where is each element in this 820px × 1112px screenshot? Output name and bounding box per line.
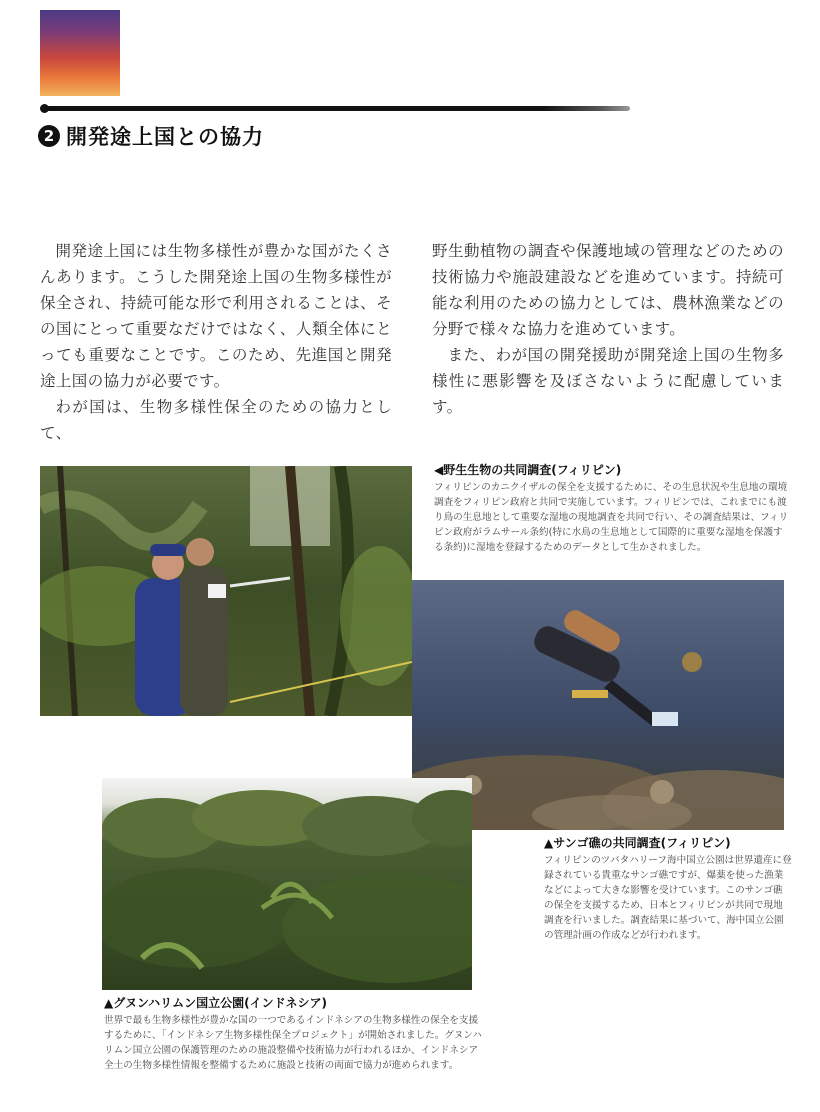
paragraph: 開発途上国には生物多様性が豊かな国がたくさんあります。こうした開発途上国の生物多様性が保全され、持続可能な形で利用されることは、その国にとって重要なだけではなく、人類全体にとっても重要なことです。このため、先進国と開発途上国の協力が必要です。 (40, 242, 392, 390)
heading-rule (46, 106, 630, 111)
caption-text: 世界で最も生物多様性が豊かな国の一つであるインドネシアの生物多様性の保全を支援するために、「インドネシア生物多様性保全プロジェクト」が開始されました。グヌンハリムン国立公園の保護管理のための施設整備や技術協力が行われるほか、インドネシア全土の生物多様性情報を整備するために施設と技術の両面で協力が進められます。 (104, 1015, 482, 1071)
color-gradient-swatch (40, 10, 120, 96)
body-column-left (40, 238, 392, 446)
caption-title: ◀野生生物の共同調査(フィリピン) (434, 463, 622, 477)
national-park-caption (104, 994, 484, 1073)
paragraph: また、わが国の開発援助が開発途上国の生物多様性に悪影響を及ぼさないように配慮しています。 (432, 346, 784, 416)
wildlife-survey-photo (40, 466, 412, 716)
caption-text: フィリピンのカニクイザルの保全を支援するために、その生息状況や生息地の環境調査をフィリピン政府と共同で実施しています。フィリピンでは、これまでにも渡り鳥の生息地として重要な湿地の現地調査を共同で行い、その調査結果は、フィリピン政府がラムサール条約(特に水鳥の生息地として国際的に重要な湿地を保護する条約)に湿地を登録するためのデータとして生かされました。 (434, 482, 789, 553)
coral-survey-caption (544, 834, 792, 943)
section-title: 開発途上国との協力 (66, 125, 264, 149)
caption-title: ▲サンゴ礁の共同調査(フィリピン) (544, 836, 731, 850)
section-heading (38, 118, 264, 154)
caption-title: ▲グヌンハリムン国立公園(インドネシア) (104, 996, 327, 1010)
wildlife-survey-caption (434, 461, 790, 555)
caption-text: フィリピンのツバタハリーフ海中国立公園は世界遺産に登録されている貴重なサンゴ礁ですが、爆薬を使った漁業などによって大きな影響を受けています。このサンゴ礁の保全を支援するため、日本とフィリピンが共同で現地調査を行いました。調査結果に基づいて、海中国立公園の管理計画の作成などが行われます。 (544, 855, 792, 941)
paragraph: 野生動植物の調査や保護地域の管理などのための技術協力や施設建設などを進めています。持続可能な利用のための協力としては、農林漁業などの分野で様々な協力を進めています。 (432, 242, 784, 338)
national-park-photo (102, 778, 472, 990)
paragraph: わが国は、生物多様性保全のための協力として、 (40, 398, 392, 442)
section-number-badge: 2 (38, 125, 60, 147)
body-column-right (432, 238, 784, 420)
